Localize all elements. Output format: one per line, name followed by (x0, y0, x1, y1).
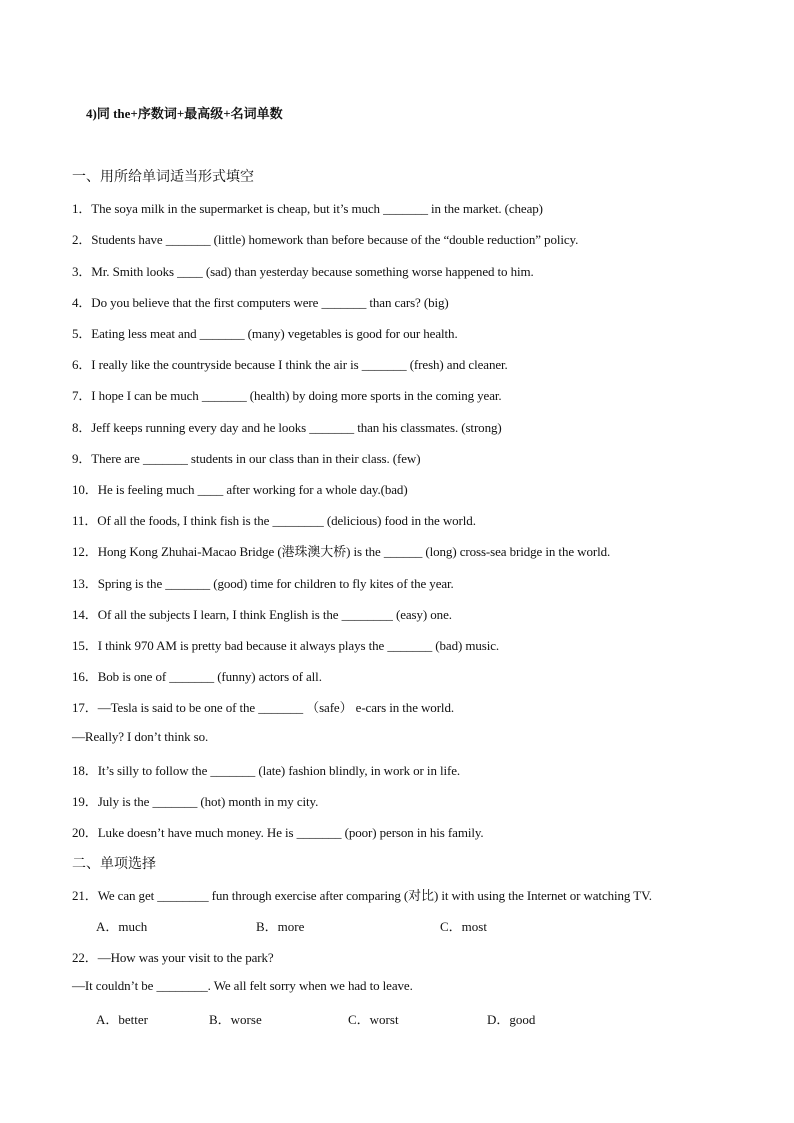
option-b: B．worse (209, 1012, 262, 1027)
question-10: 10．He is feeling much ____ after working for a whole day.(bad) (72, 482, 408, 497)
question-3: 3．Mr. Smith looks ____ (sad) than yesterday because something worse happened to him. (72, 264, 534, 279)
question-2: 2．Students have _______ (little) homework than before because of the “double reduction” policy. (72, 232, 579, 247)
question-16: 16．Bob is one of _______ (funny) actors of all. (72, 669, 322, 684)
question-14: 14．Of all the subjects I learn, I think English is the ________ (easy) one. (72, 607, 452, 622)
option-a: A．much (96, 919, 148, 934)
question-7: 7．I hope I can be much _______ (health) by doing more sports in the coming year. (72, 388, 502, 403)
question-12: 12．Hong Kong Zhuhai-Macao Bridge (港珠澳大桥) is the ______ (long) cross-sea bridge in the world. (72, 544, 611, 559)
option-c: C．most (440, 919, 487, 934)
question-11: 11．Of all the foods, I think fish is the ________ (delicious) food in the world. (72, 513, 476, 528)
grammar-rule-title: 4)同 the+序数词+最高级+名词单数 (86, 106, 283, 121)
question-20: 20．Luke doesn’t have much money. He is _______ (poor) person in his family. (72, 825, 484, 840)
question-19: 19．July is the _______ (hot) month in my city. (72, 794, 319, 809)
question-13: 13．Spring is the _______ (good) time for children to fly kites of the year. (72, 576, 454, 591)
question-9: 9．There are _______ students in our class than in their class. (few) (72, 451, 421, 466)
question-22: 22．—How was your visit to the park? (72, 950, 274, 965)
question-17: 17．—Tesla is said to be one of the _______ （safe） e-cars in the world. (72, 700, 454, 715)
question-6: 6．I really like the countryside because I think the air is _______ (fresh) and cleaner. (72, 357, 508, 372)
option-d: D．good (487, 1012, 536, 1027)
question-4: 4．Do you believe that the first computers were _______ than cars? (big) (72, 295, 449, 310)
option-b: B．more (256, 919, 305, 934)
question-17-reply: —Really? I don’t think so. (72, 729, 209, 744)
section-1-heading: 一、用所给单词适当形式填空 (72, 170, 254, 185)
question-18: 18．It’s silly to follow the _______ (late) fashion blindly, in work or in life. (72, 763, 461, 778)
question-22-reply: —It couldn’t be ________. We all felt sorry when we had to leave. (72, 978, 413, 993)
question-1: 1．The soya milk in the supermarket is cheap, but it’s much _______ in the market. (cheap) (72, 201, 543, 216)
question-21: 21．We can get ________ fun through exercise after comparing (对比) it with using the Internet or watching TV. (72, 888, 652, 903)
section-2-heading: 二、单项选择 (72, 857, 156, 872)
question-5: 5．Eating less meat and _______ (many) vegetables is good for our health. (72, 326, 458, 341)
option-c: C．worst (348, 1012, 399, 1027)
question-8: 8．Jeff keeps running every day and he looks _______ than his classmates. (strong) (72, 420, 502, 435)
question-15: 15．I think 970 AM is pretty bad because it always plays the _______ (bad) music. (72, 638, 500, 653)
option-a: A．better (96, 1012, 148, 1027)
